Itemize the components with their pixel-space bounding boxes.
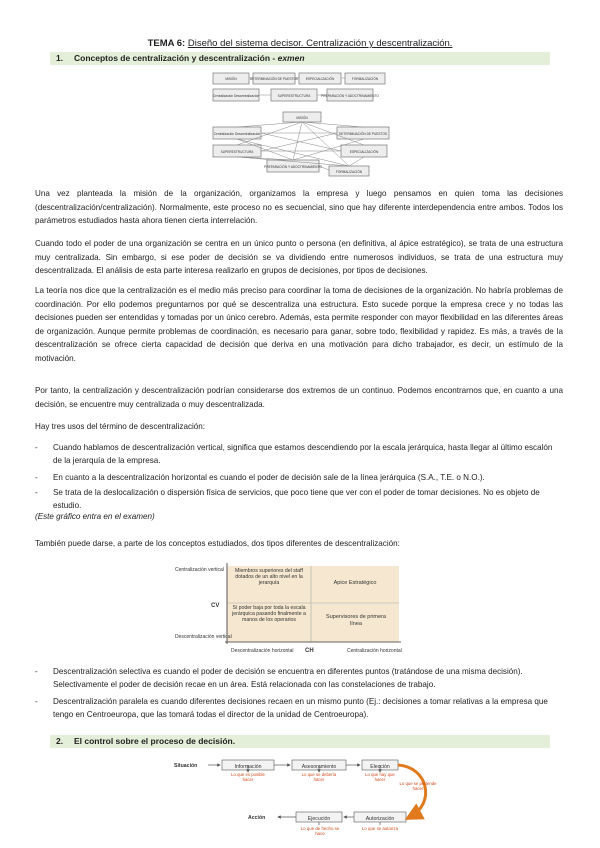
document-page: TEMA 6: Diseño del sistema decisor. Centralización y descentralización. 1. Conceptos de centralización y descentralización - exmen MISIÓN DETERMINACIÓN DE PUESTOS ESPECIALIZACIÓN FORMALIZACIÓN Centralización Descentralización SUPERESTRUCTURA PREPARACIÓN Y ADOCTRINAMIENTO MISIÓN Centralización Descentralización SUPERESTRUCTURA DETERMINACIÓN DE PUESTOS ESPECIALIZACIÓN PREPARACIÓN Y ADOCTRINAMIENTO FORMALIZACIÓN Una vez planteada la misión de la organización, organizamos la empresa y luego pensamos en quien toma las decisiones (descentralización/centralización). Normalmente, este proceso no es secuencial, sino que hay diferente interdependencia entre ambos. Todos los parámetros estudiados hasta ahora tienen cierta interrelación. Cuando todo el poder de una organización se centra en un único punto o persona (en definitiva, al ápice estratégico), se trata de una estructura muy centralizada. Sin embargo, si ese poder de decisión se va dividiendo entre numerosos individuos, se trata de una estructura muy descentralizada. El análisis de esta parte interesa realizarlo en grupos de decisiones, por tipos de decisiones. La teoría nos dice que la centralización es el medio más preciso para coordinar la toma de decisiones de la organización. No habría problemas de coordinación. Por ello podemos preguntarnos por qué se descentraliza una estructura. Esto sucede porque la empresa crece y no todas las decisiones pueden ser entendidas y tomadas por un único cerebro. Además, esta permite responder con mayor flexibilidad en las diferentes áreas de organización. Aunque permite problemas de coordinación, es necesario para ganar, sobre todo, flexibilidad y rapidez. Es más, a través de la descentralización se ofrece cierta capacidad de decisión que deriva en una motivación para dicho trabajador, es decir, un estímulo de la motivación. Por tanto, la centralización y descentralización podrían considerarse dos extremos de un continuo. Podemos encontrarnos que, en cuanto a una decisión, se encuentre muy centralizada o muy descentralizada. Hay tres usos del término de descentralización: - Cuando hablamos de descentralización vertical, significa que estamos descendiendo por la escala jerárquica, hasta llegar al último escalón de la jerarquía de la empresa. - En cuanto a la descentralización horizontal es cuando el poder de decisión sale de la línea jerárquica (S.A., T.E. o N.O.). - Se trata de la deslocalización o dispersión física de servicios, que poco tiene que ver con el poder de tomar decisiones. No es objeto de estudio. (Este gráfico entra en el examen) También puede darse, a parte de los conceptos estudiados, dos tipos diferentes de descentralización: Centralización vertical CV Descentralización vertical Descentralización horizontal CH Centralización horizontal Miembros superiores del staff dotados de un alto nivel en la jerarquía Ápice Estratégico Si poder baja por toda la escala jerárquica pasando finalmente a manos de los operarios Supervisores de primera línea - Descentralización selectiva es cuando el poder de decisión se encuentra en diferentes puntos (tratándose de una misma decisión). Selectivamente el poder de decisión recae en un área. Está relacionada con las constelaciones de trabajo. - Descentralización paralela es cuando diferentes decisiones recaen en un mismo punto (Ej.: decisiones a tomar relativas a la empresa que tengo en Centroeuropa, que las tomará todas el director de la unidad de Centroeuropa). 2. El control sobre el proceso de decisión. Situación Acción Información Asesoramiento Elección Ejecución Autorización Lo que es posible hacer Lo que se debería hacer Lo que hay que hacer Lo que se pretende hacer Lo que de hecho se hace Lo que se autoriza	[0, 0, 600, 848]
flow-sub-eleccion: Lo que se pretende hacer	[399, 781, 437, 791]
matrix-y-bottom: Descentralización vertical	[175, 634, 232, 640]
flow-sub-hay: Lo que hay que hacer	[365, 772, 395, 782]
diag-box-superestructura: SUPERESTRUCTURA	[277, 94, 311, 98]
section-2-heading: 2. El control sobre el proceso de decisión.	[50, 735, 550, 748]
flow-sub-autorizacion: Lo que se autoriza	[361, 826, 399, 831]
paragraph-5: Hay tres usos del término de descentralización:	[35, 422, 206, 431]
matrix-cell-top-left: Miembros superiores del staff dotados de un alto nivel en la jerarquía	[235, 568, 303, 586]
matrix-cell-top-right: Ápice Estratégico	[333, 580, 377, 586]
diag-net-right-1: DETERMINACIÓN DE PUESTOS	[338, 132, 388, 136]
document-title: TEMA 6: Diseño del sistema decisor. Centralización y descentralización.	[147, 38, 453, 49]
diag-box-formalizacion: FORMALIZACIÓN	[351, 77, 379, 81]
matrix-cell-bottom-left: Si poder baja por toda la escala jerárquica pasando finalmente a manos de los operarios	[232, 605, 306, 623]
diag-net-left-2: SUPERESTRUCTURA	[220, 150, 254, 154]
flow-asesoramiento: Asesoramiento	[301, 764, 337, 770]
matrix-y-mid: CV	[211, 603, 220, 609]
diag-net-bottom-2: FORMALIZACIÓN	[335, 170, 363, 174]
matrix-x-right: Centralización horizontal	[347, 648, 402, 654]
flow-sub-informacion: Lo que es posible hacer	[231, 772, 265, 782]
flow-eleccion: Elección	[370, 764, 390, 770]
matrix-x-mid: CH	[305, 648, 314, 654]
paragraph-1: Una vez planteada la misión de la organización, organizamos la empresa y luego pensamos en quien toma las decisiones (descentralización/centralización). Normalmente, este proceso no es secuencial, sino que hay diferente interdependencia entre ambos. Todos los parámetros estudiados hasta ahora tienen cierta interrelación.	[35, 189, 563, 225]
diag-net-center: MISIÓN	[296, 116, 308, 120]
design-parameters-diagram	[205, 70, 400, 183]
paragraph-4: Por tanto, la centralización y descentralización podrían considerarse dos extremos de un continuo. Podemos encontrarnos que, en cuanto a una decisión, se encuentre muy centralizada o muy descentralizada.	[35, 386, 563, 409]
paragraph-3: La teoría nos dice que la centralización es el medio más preciso para coordinar la toma de decisiones de la organización. No habría problemas de coordinación. Por ello podemos preguntarnos por qué se descentraliza una estructura. Esto sucede porque la empresa crece y no todas las decisiones pueden ser entendidas y tomadas por un único cerebro. Además, esta permite responder con mayor flexibilidad en las diferentes áreas de organización. Aunque permite problemas de coordinación, es necesario para ganar, sobre todo, flexibilidad y rapidez. Es más, a través de la descentralización se ofrece cierta capacidad de decisión que deriva en una motivación para dicho trabajador, es decir, un estímulo de la motivación.	[35, 286, 563, 363]
diag-box-determinacion: DETERMINACIÓN DE PUESTOS	[249, 77, 299, 81]
matrix-cell-bottom-right: Supervisores de primera línea	[326, 614, 386, 627]
decision-process-flow	[170, 755, 440, 827]
flow-ejecucion: Ejecución	[307, 816, 331, 822]
flow-sub-asesoramiento: Lo que se debería hacer	[301, 772, 337, 782]
paragraph-types-intro: También puede darse, a parte de los conceptos estudiados, dos tipos diferentes de descentralización:	[35, 539, 400, 548]
diag-box-centralizacion: Centralización Descentralización	[212, 94, 260, 98]
matrix-x-left: Descentralización horizontal	[231, 648, 294, 654]
diag-net-bottom-1: PREPARACIÓN Y ADOCTRINAMIENTO	[264, 165, 322, 169]
flow-accion: Acción	[248, 815, 266, 821]
diag-box-especializacion: ESPECIALIZACIÓN	[305, 77, 335, 81]
diag-net-left-1: Centralización Descentralización	[213, 132, 261, 136]
diag-net-right-2: ESPECIALIZACIÓN	[349, 150, 379, 154]
section-1-heading: 1. Conceptos de centralización y descentralización - exmen	[50, 52, 550, 65]
flow-autorizacion: Autorización	[365, 816, 395, 822]
matrix-y-top: Centralización vertical	[175, 567, 224, 573]
diag-box-mision: MISIÓN	[225, 77, 237, 81]
diag-box-preparacion: PREPARACIÓN Y ADOCTRINAMIENTO	[321, 94, 379, 98]
flow-sub-ejecucion: Lo que de hecho se hace	[300, 826, 340, 836]
centralization-matrix	[175, 560, 425, 660]
paragraph-2: Cuando todo el poder de una organización se centra en un único punto o persona (en definitiva, al ápice estratégico), se trata de una estructura muy centralizada. Sin embargo, si ese poder de decisión se va dividiendo entre numerosos individuos, se trata de una estructura muy descentralizada. El análisis de esta parte interesa realizarlo en grupos de decisiones, por tipos de decisiones.	[35, 239, 563, 275]
flow-informacion: Información	[234, 764, 262, 770]
exam-note: (Este gráfico entra en el examen)	[35, 512, 155, 521]
flow-situacion: Situación	[174, 763, 198, 769]
